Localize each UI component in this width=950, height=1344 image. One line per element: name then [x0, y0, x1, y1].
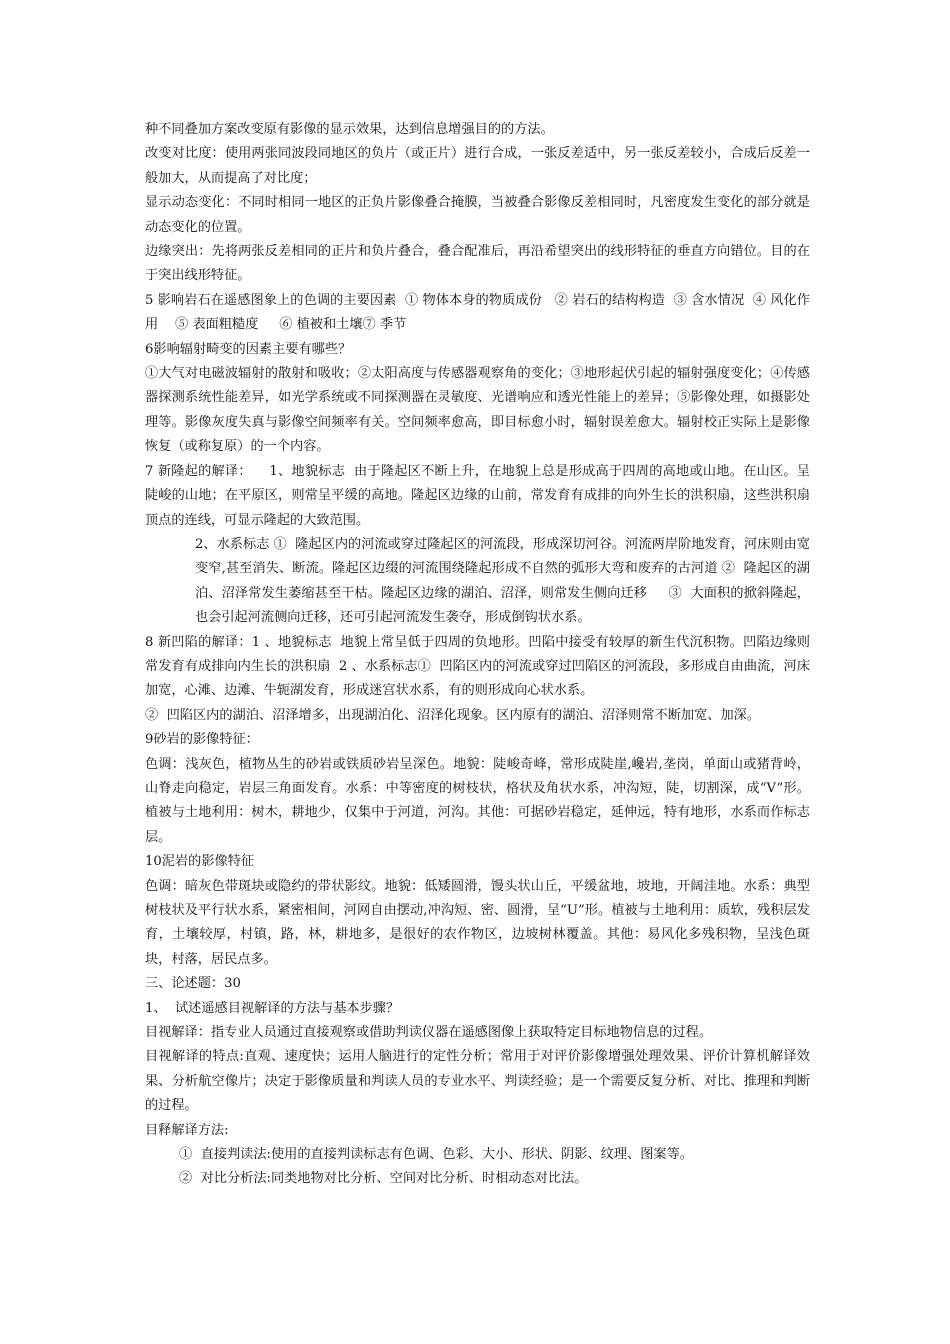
question-7-uplift-drainage: 2、水系标志 ① 隆起区内的河流或穿过隆起区的河流段，形成深切河谷。河流两岸阶地发育，河床则由宽变窄,甚至消失、断流。隆起区边缀的河流围绕隆起形成不自然的弧形大弯和废弃的古河道 ② 隆起区的湖泊、沼泽常发生萎缩甚至干枯。隆起区边缘的湖泊、沼泽，则常发生侧向迁移 ③ 大面积的掀斜隆起，也会引起河流侧向迁移，还可引起河流发生袭夺，形成倒钩状水系。	[195, 536, 810, 626]
question-7-uplift-landform: 7 新隆起的解译： 1、地貌标志 由于隆起区不断上升，在地貌上总是形成高于四周的高地或山地。在山区。呈陡峻的山地；在平原区，则常呈平缓的高地。隆起区边缘的山前，常发育有成排的向外生长的洪积扇，这些洪积扇顶点的连线，可显示隆起的大致范围。	[145, 463, 810, 528]
question-6-heading: 6影响辐射畸变的因素主要有哪些？	[145, 341, 352, 357]
question-10-heading: 10泥岩的影像特征	[145, 854, 255, 870]
method-direct-reading: ① 直接判读法:使用的直接判读标志有色调、色彩、大小、形状、阴影、纹理、图案等。	[179, 1147, 693, 1163]
paragraph-overlay-method-end: 种不同叠加方案改变原有影像的显示效果，达到信息增强目的的方法。	[145, 122, 554, 137]
section-3-heading: 三、论述题：30	[145, 976, 241, 992]
question-9-sandstone: 色调：浅灰色，植物丛生的砂岩或铁质砂岩呈深色。地貌：陡峻奇峰，常形成陡崖,巉岩,垄岗，单面山或猪背岭，山脊走向稳定，岩层三角面发育。水系：中等密度的树枝状，格状及角状水系，冲沟短，陡，切割深，成“V”形。植被与土地利用：树木，耕地少，仅集中于河道，河沟。其他：可据砂岩稳定，延伸远，特有地形，水系而作标志层。	[145, 756, 810, 845]
paragraph-dynamic-change: 显示动态变化：不同时相同一地区的正负片影像叠合掩膜，当被叠合影像反差相同时，凡密度发生变化的部分就是动态变化的位置。	[145, 195, 810, 235]
question-5-rock-tone-factors: 5 影响岩石在遥感图象上的色调的主要因素 ① 物体本身的物质成份 ② 岩石的结构构造 ③ 含水情况 ④ 风化作用 ⑤ 表面粗糙度 ⑥ 植被和土壤⑦ 季节	[145, 292, 810, 333]
interpretation-methods-heading: 目释解译方法:	[145, 1122, 229, 1138]
visual-interpretation-definition: 目视解译：指专业人员通过直接观察或借助判读仪器在遥感图像上获取特定目标地物信息的过程。	[145, 1025, 713, 1041]
paragraph-edge-enhancement: 边缘突出：先将两张反差相同的正片和负片叠合，叠合配准后，再沿希望突出的线形特征的垂直方向错位。目的在于突出线形特征。	[145, 244, 810, 284]
essay-1-question: 1、 试述遥感目视解译的方法与基本步骤？	[145, 1000, 400, 1016]
question-6-answer: ①大气对电磁波辐射的散射和吸收；②太阳高度与传感器观察角的变化；③地形起伏引起的辐射强度变化；④传感器探测系统性能差异，如光学系统或不同探测器在灵敏度、光谱响应和透光性能上的差异；⑤影像处理，如摄影处理等。影像灰度失真与影像空间频率有关。空间频率愈高，即目标愈小时，辐射误差愈大。辐射校正实际上是影像恢复（或称复原）的一个内容。	[145, 366, 810, 455]
visual-interpretation-features: 目视解译的特点:直观、速度快；运用人脑进行的定性分析；常用于对评价影像增强处理效果、评价计算机解译效果、分析航空像片；决定于影像质量和判读人员的专业水平、判读经验；是一个需要反复分析、对比、推理和判断的过程。	[145, 1049, 810, 1114]
paragraph-contrast-change: 改变对比度：使用两张同波段同地区的负片（或正片）进行合成，一张反差适中，另一张反差较小，合成后反差一般加大，从而提高了对比度；	[145, 146, 810, 186]
question-8-depression: 8 新凹陷的解译：1 、地貌标志 地貌上常呈低于四周的负地形。凹陷中接受有较厚的新生代沉积物。凹陷边缘则常发育有成排向内生长的洪积扇 2 、水系标志① 凹陷区内的河流或穿过凹陷区的河流段，多形成自由曲流，河床加宽，心滩、边滩、牛轭湖发育，形成迷宫状水系，有的则形成向心状水系。	[145, 634, 810, 699]
question-9-heading: 9砂岩的影像特征：	[145, 732, 259, 748]
method-comparative-analysis: ② 对比分析法:同类地物对比分析、空间对比分析、时相动态对比法。	[179, 1171, 588, 1187]
document-body	[145, 118, 810, 1192]
question-10-mudstone: 色调：暗灰色带斑块或隐约的带状影纹。地貌：低矮圆滑，馒头状山丘，平缓盆地，坡地，开阔洼地。水系：典型树枝状及平行状水系，紧密相间，河网自由摆动,冲沟短、密、圆滑，呈“U”形。植被与土地利用：质软，残积层发育，土壤较厚，村镇，路，林，耕地多，是很好的农作物区，边坡树林覆盖。其他：易风化多残积物，呈浅色斑块，村落，居民点多。	[145, 878, 810, 967]
question-8-lakes: ② 凹陷区内的湖泊、沼泽增多，出现湖泊化、沼泽化现象。区内原有的湖泊、沼泽则常不断加宽、加深。	[145, 707, 761, 723]
